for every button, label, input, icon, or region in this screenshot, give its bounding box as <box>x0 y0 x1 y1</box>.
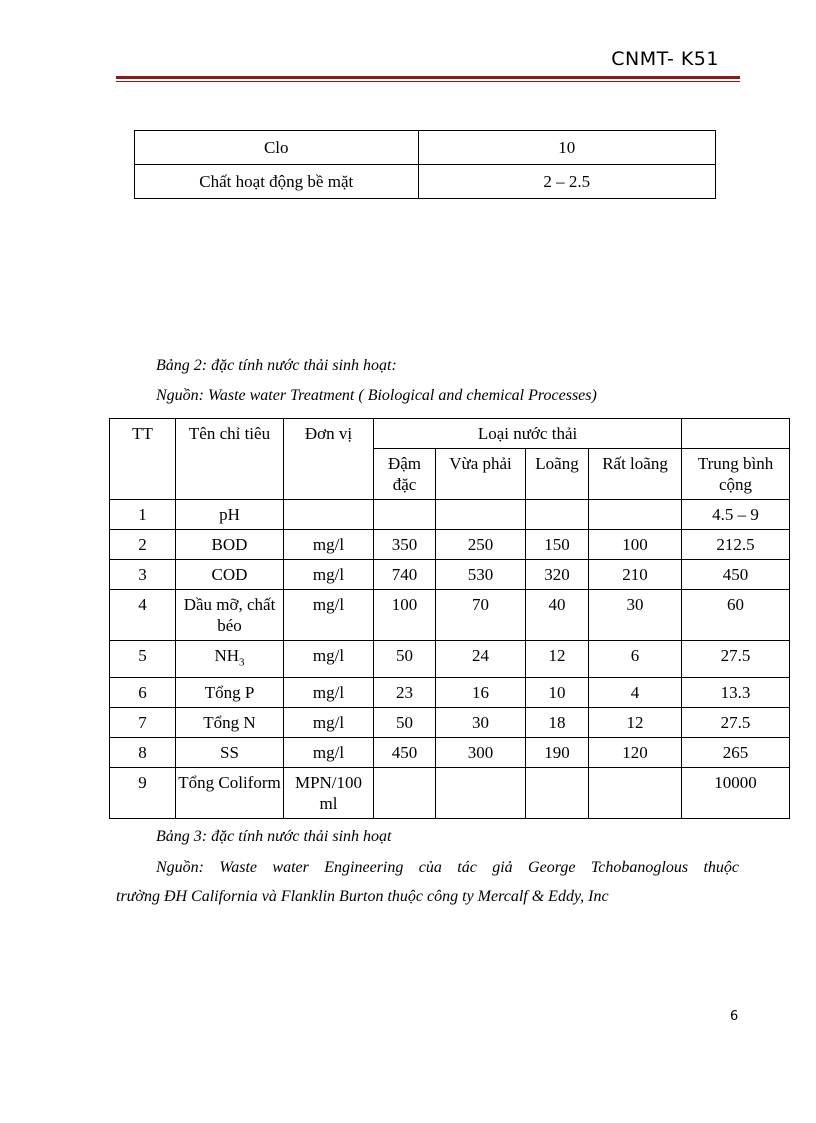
cell-tt: 9 <box>110 768 176 819</box>
cell-unit: mg/l <box>284 678 374 708</box>
wastewater-table <box>109 418 790 819</box>
cell-very-dilute <box>589 768 682 819</box>
cell-unit: MPN/100 ml <box>284 768 374 819</box>
cell-medium: 70 <box>436 590 526 641</box>
table-row <box>135 131 716 165</box>
header-name: Tên chỉ tiêu <box>176 419 284 500</box>
cell-average: 13.3 <box>682 678 790 708</box>
cell-tt: 2 <box>110 530 176 560</box>
cell-average: 450 <box>682 560 790 590</box>
cell-dense: 450 <box>374 738 436 768</box>
header-group: Loại nước thải <box>374 419 682 449</box>
header-medium: Vừa phải <box>436 449 526 500</box>
cell-name: Tổng Coliform <box>176 768 284 819</box>
header-very-dilute: Rất loãng <box>589 449 682 500</box>
cell-tt: 3 <box>110 560 176 590</box>
cell-very-dilute: 210 <box>589 560 682 590</box>
table3-source-line1: Nguồn: Waste water Engineering của tác giả George Tchobanoglous thuộc <box>156 859 739 876</box>
cell-name: SS <box>176 738 284 768</box>
table-cell: Clo <box>135 131 419 165</box>
cell-dilute: 150 <box>526 530 589 560</box>
cell-dilute: 12 <box>526 641 589 678</box>
cell-average: 60 <box>682 590 790 641</box>
cell-very-dilute: 4 <box>589 678 682 708</box>
cell-dense: 100 <box>374 590 436 641</box>
cell-dense: 740 <box>374 560 436 590</box>
cell-medium: 16 <box>436 678 526 708</box>
cell-dense: 350 <box>374 530 436 560</box>
cell-dense <box>374 500 436 530</box>
cell-average: 212.5 <box>682 530 790 560</box>
header-dense: Đậm đặc <box>374 449 436 500</box>
table-row <box>110 768 790 819</box>
cell-tt: 4 <box>110 590 176 641</box>
cell-tt: 5 <box>110 641 176 678</box>
cell-tt: 1 <box>110 500 176 530</box>
cell-unit: mg/l <box>284 738 374 768</box>
cell-name: pH <box>176 500 284 530</box>
cell-unit: mg/l <box>284 708 374 738</box>
cell-name: Tổng P <box>176 678 284 708</box>
cell-dilute <box>526 500 589 530</box>
cell-very-dilute: 100 <box>589 530 682 560</box>
cell-medium: 250 <box>436 530 526 560</box>
cell-medium: 300 <box>436 738 526 768</box>
cell-average: 27.5 <box>682 708 790 738</box>
table-row <box>110 708 790 738</box>
cell-medium: 30 <box>436 708 526 738</box>
cell-medium <box>436 500 526 530</box>
cell-unit: mg/l <box>284 560 374 590</box>
cell-medium: 24 <box>436 641 526 678</box>
table-row <box>110 738 790 768</box>
cell-dilute: 10 <box>526 678 589 708</box>
table-continued <box>134 130 716 199</box>
cell-dilute <box>526 768 589 819</box>
table-row <box>110 641 790 678</box>
header-unit: Đơn vị <box>284 419 374 500</box>
table-row <box>110 530 790 560</box>
cell-tt: 6 <box>110 678 176 708</box>
cell-very-dilute: 6 <box>589 641 682 678</box>
header-rule <box>116 76 740 79</box>
table-row <box>135 165 716 199</box>
table3-caption: Bảng 3: đặc tính nước thải sinh hoạt <box>156 828 392 845</box>
table-row <box>110 678 790 708</box>
cell-tt: 8 <box>110 738 176 768</box>
cell-very-dilute: 12 <box>589 708 682 738</box>
cell-dilute: 320 <box>526 560 589 590</box>
table-row <box>110 500 790 530</box>
header-average: Trung bình cộng <box>682 449 790 500</box>
table3-source-line2: trường ĐH California và Flanklin Burton thuộc công ty Mercalf & Eddy, Inc <box>116 888 609 905</box>
cell-dilute: 40 <box>526 590 589 641</box>
header-rule-thin <box>116 81 740 82</box>
table-cell: Chất hoạt động bề mặt <box>135 165 419 199</box>
table-cell: 10 <box>418 131 715 165</box>
cell-name: Dầu mỡ, chất béo <box>176 590 284 641</box>
cell-unit: mg/l <box>284 530 374 560</box>
cell-dense: 23 <box>374 678 436 708</box>
table-row <box>110 590 790 641</box>
cell-very-dilute <box>589 500 682 530</box>
cell-dense: 50 <box>374 708 436 738</box>
header-dilute: Loãng <box>526 449 589 500</box>
cell-name: COD <box>176 560 284 590</box>
cell-average: 265 <box>682 738 790 768</box>
table2-source: Nguồn: Waste water Treatment ( Biological and chemical Processes) <box>156 387 597 404</box>
table-header-row <box>110 419 790 449</box>
cell-average: 4.5 – 9 <box>682 500 790 530</box>
cell-very-dilute: 120 <box>589 738 682 768</box>
cell-dense <box>374 768 436 819</box>
cell-dilute: 190 <box>526 738 589 768</box>
cell-medium: 530 <box>436 560 526 590</box>
table-cell: 2 – 2.5 <box>418 165 715 199</box>
cell-name: Tổng N <box>176 708 284 738</box>
page-header-title: CNMT- K51 <box>611 48 719 70</box>
cell-unit: mg/l <box>284 641 374 678</box>
cell-name: $NH_3$ <box>176 641 284 678</box>
cell-dilute: 18 <box>526 708 589 738</box>
page-number: 6 <box>730 1009 739 1024</box>
cell-very-dilute: 30 <box>589 590 682 641</box>
cell-medium <box>436 768 526 819</box>
cell-tt: 7 <box>110 708 176 738</box>
table-row <box>110 560 790 590</box>
cell-unit: mg/l <box>284 590 374 641</box>
subscript: 3 <box>239 656 245 669</box>
cell-average: 10000 <box>682 768 790 819</box>
cell-average: 27.5 <box>682 641 790 678</box>
header-tt: TT <box>110 419 176 500</box>
header-empty <box>682 419 790 449</box>
cell-unit <box>284 500 374 530</box>
cell-name: BOD <box>176 530 284 560</box>
cell-dense: 50 <box>374 641 436 678</box>
table2-caption: Bảng 2: đặc tính nước thải sinh hoạt: <box>156 357 397 374</box>
